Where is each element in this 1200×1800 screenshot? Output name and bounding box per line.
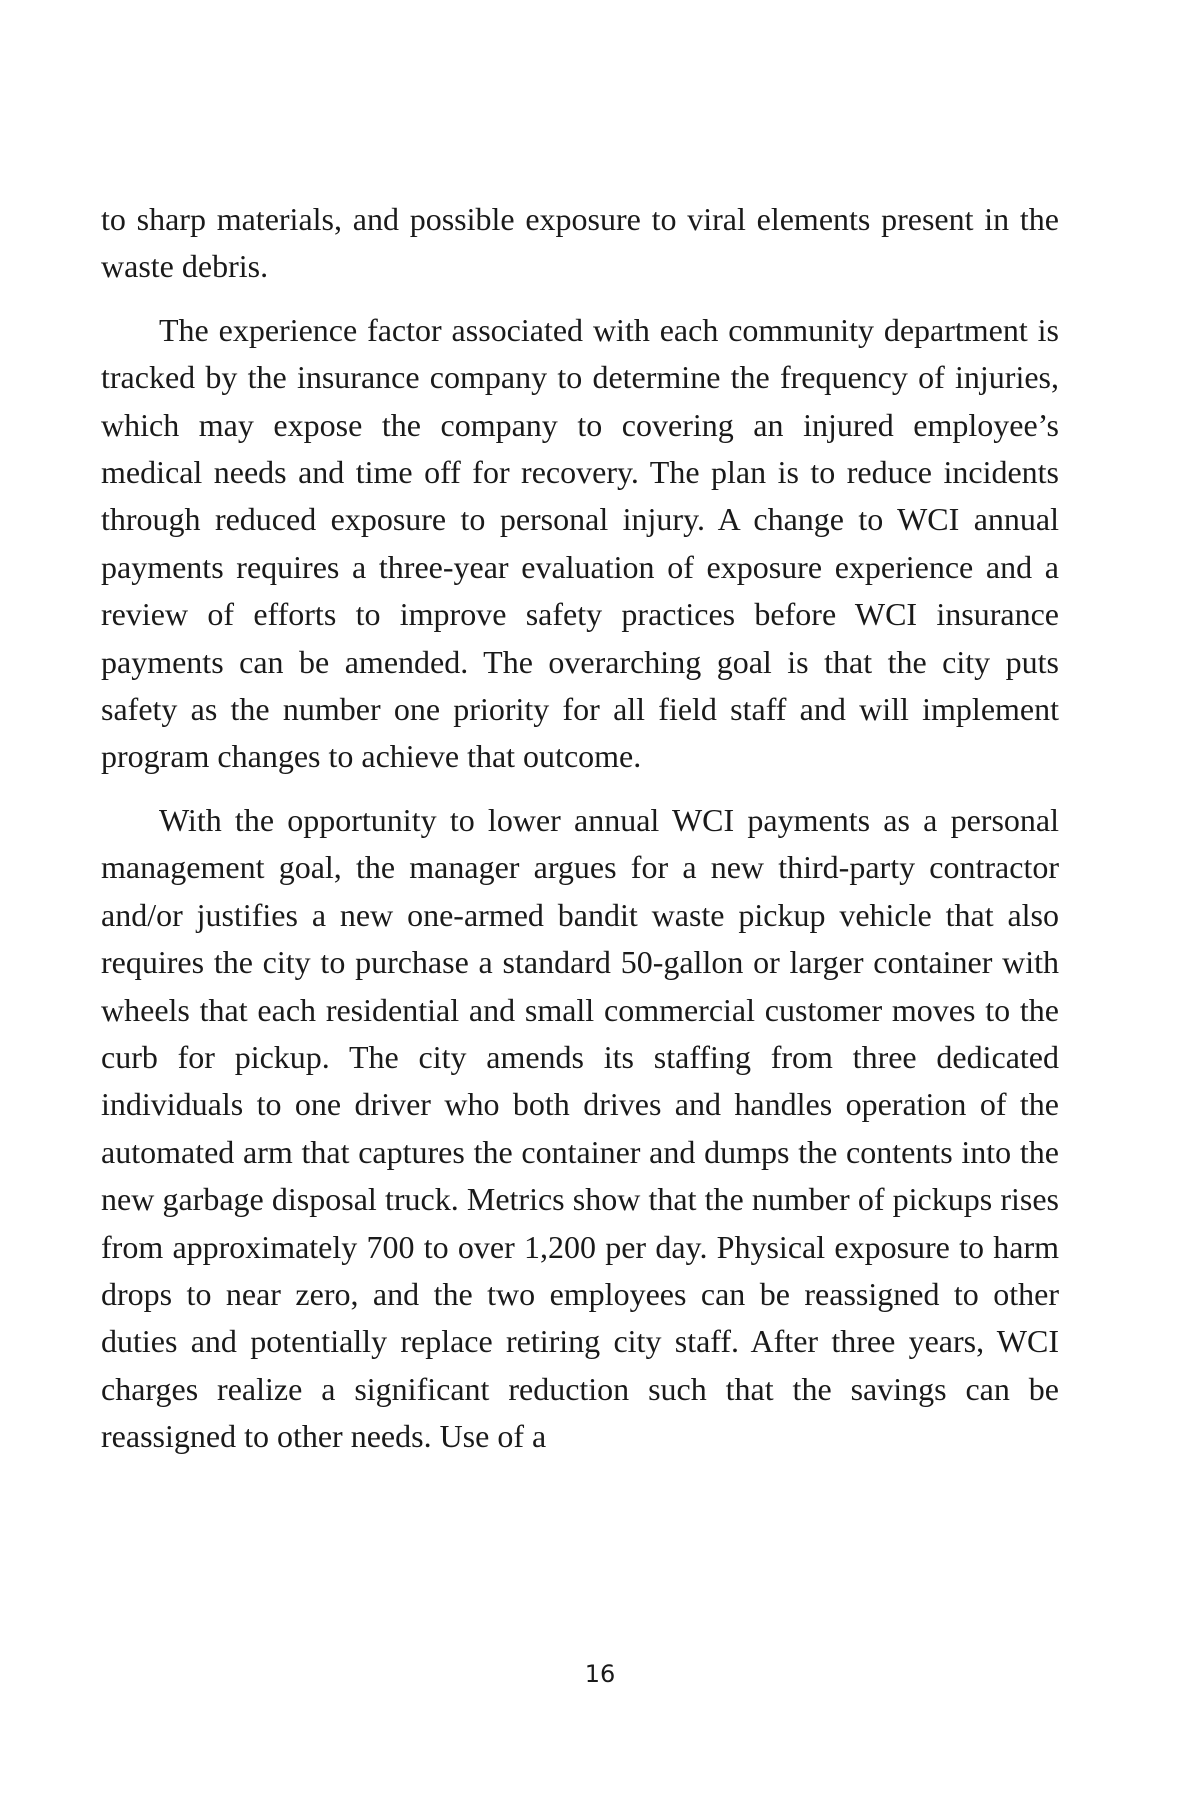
- paragraph-wci-payments: With the opportunity to lower annual WCI payments as a personal management goal, the manager argues for a new third-party contractor and/or justifies a new one-armed bandit waste pickup vehicle that also requires the city to purchase a standard 50-gallon or larger container with wheels that each residential and small commercial customer moves to the curb for pickup. The city amends its staffing from three dedicated individuals to one driver who both drives and handles operation of the automated arm that captures the container and dumps the contents into the new garbage disposal truck. Metrics show that the number of pickups rises from approximately 700 to over 1,200 per day. Physical exposure to harm drops to near zero, and the two employees can be reassigned to other duties and potentially replace retiring city staff. After three years, WCI charges realize a significant reduction such that the savings can be reassigned to other needs. Use of a: [101, 801, 1059, 1455]
- paragraph-experience-factor: The experience factor associated with each community department is tracked by the insurance company to determine the frequency of injuries, which may expose the company to covering an injured employee’s medical needs and time off for recovery. The plan is to reduce incidents through reduced exposure to personal injury. A change to WCI annual payments requires a three-year evaluation of exposure experience and a review of efforts to improve safety practices before WCI insurance payments can be amended. The overarching goal is that the city puts safety as the number one priority for all field staff and will implement program changes to achieve that outcome.: [101, 311, 1059, 775]
- page-number: 16: [584, 1660, 616, 1688]
- body-text: [101, 196, 1059, 1461]
- paragraph-continuation: to sharp materials, and possible exposure to viral elements present in the waste debris.: [101, 201, 1059, 285]
